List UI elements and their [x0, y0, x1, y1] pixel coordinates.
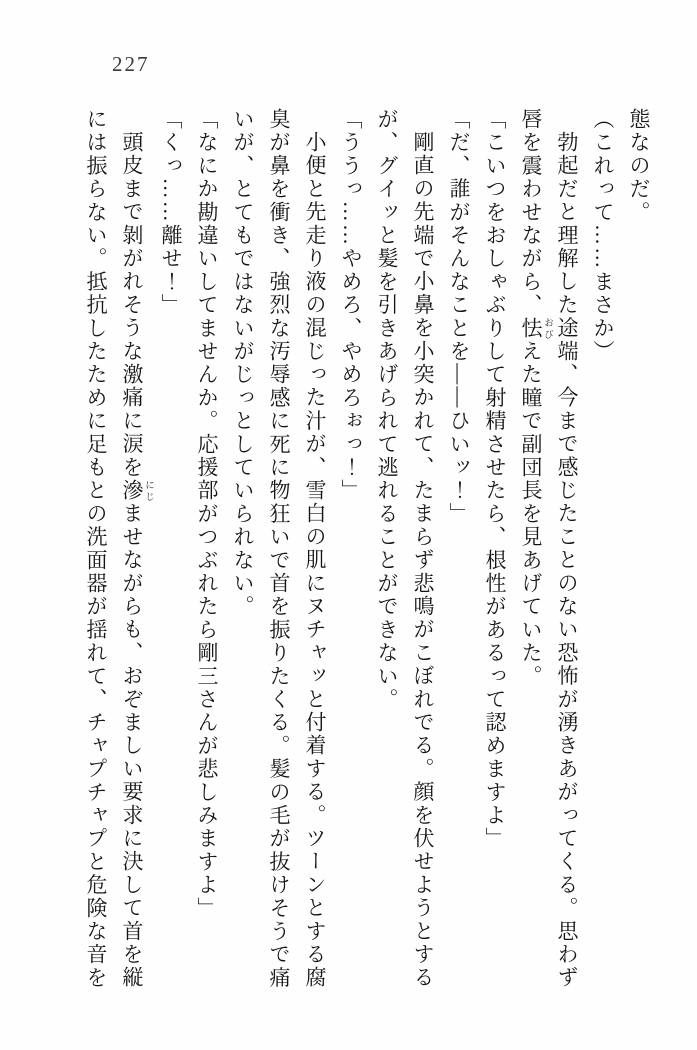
paragraph-10: 「くっ……離せ！」 — [159, 108, 183, 317]
furigana-ruby: 滲 にじ — [120, 479, 153, 503]
paragraph-4: 「こいつをおしゃぶりして射精させたら、根性があるって認めますよ」 — [483, 108, 507, 851]
furigana-text: おび — [542, 316, 552, 341]
paragraph-8: 小便と先走り液の混じった汁が、雪白の肌にヌチャッと付着する。ツーンとする腐臭が鼻を衝き、強烈な汚辱感に死に物狂いで首を振りたくる。髪の毛が抜けそうで痛いが、とてもではないがじっとしていられない。 — [231, 108, 327, 990]
paragraph-9: 「なにか勘違いしてませんか。応援部がつぶれたら剛三さんが悲しみますよ」 — [195, 108, 219, 920]
page-number: 227 — [112, 52, 150, 76]
furigana-text: にじ — [143, 479, 153, 503]
paragraph-11: 頭皮まで剝がれそうな激痛に涙を滲 にじませながらも、おぞましい要求に決して首を縦には振らない。抵抗したために足もとの洗面器が揺れて、チャプチャプと危険な音を — [84, 108, 153, 990]
paragraph-7: 「ううっ……やめろ、やめろぉっ！」 — [339, 108, 363, 503]
text-block — [73, 108, 657, 994]
paragraph-3: 勃起だと理解した途端、今まで感じたことのない恐怖が湧きあがってくる。思わず唇を震わせながら、怯 おびえた瞳で副団長を見あげていた。 — [519, 108, 579, 990]
paragraph-6: 剛直の先端で小鼻を小突かれて、たまらず悲鳴がこぼれでる。顔を伏せようとするが、グイッと髪を引きあげられて逃れることができない。 — [375, 108, 435, 990]
furigana-ruby: 怯 おび — [519, 316, 552, 341]
paragraph-1: 態なのだ。 — [627, 108, 651, 224]
paragraph-2: （これって……まさか） — [591, 108, 615, 364]
paragraph-5: 「だ、誰がそんなことを――ひいッ！」 — [447, 108, 471, 526]
